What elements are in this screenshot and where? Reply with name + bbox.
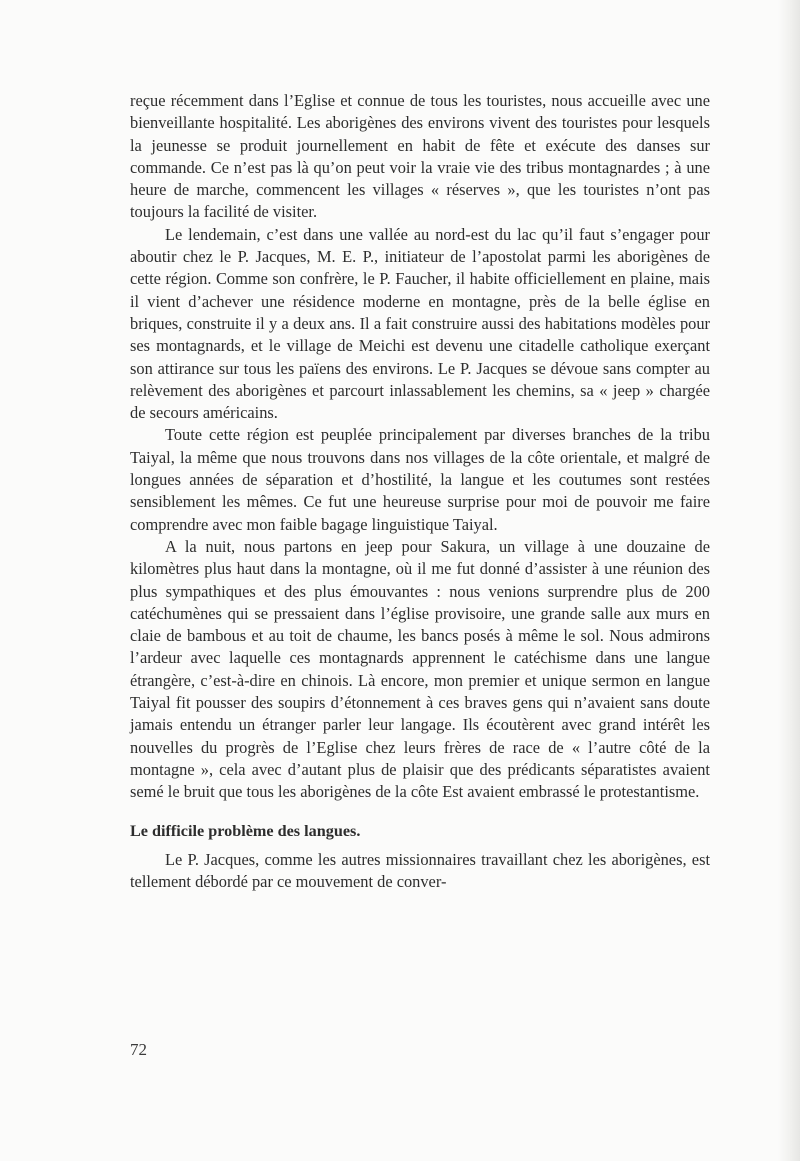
page-edge-shadow — [778, 0, 800, 1161]
body-text — [130, 90, 710, 893]
paragraph-2: Le lendemain, c’est dans une vallée au nord-est du lac qu’il faut s’engager pour aboutir chez le P. Jacques, M. E. P., initiateur de l’apostolat parmi les aborigènes de cette région. Comme son confrère, le P. Faucher, il habite officiellement en plaine, mais il vient d’achever une résidence moderne en montagne, près de la belle église en briques, construite il y a deux ans. Il a fait construire aussi des habitations modèles pour ses montagnards, et le village de Meichi est devenu une citadelle catholique exerçant son attirance sur tous les païens des environs. Le P. Jacques se dévoue sans compter au relèvement des aborigènes et parcourt inlassablement les chemins, sa « jeep » chargée de secours américains. — [130, 224, 710, 423]
paragraph-5: Le P. Jacques, comme les autres missionnaires travaillant chez les aborigènes, est tellement débordé par ce mouvement de conver- — [130, 849, 710, 892]
page-number: 72 — [130, 1040, 147, 1059]
paragraph-1: reçue récemment dans l’Eglise et connue de tous les touristes, nous accueille avec une bienveillante hospitalité. Les aborigènes des environs vivent des touristes pour lesquels la jeunesse se produit journellement en habit de fête et exécute des danses sur commande. Ce n’est pas là qu’on peut voir la vraie vie des tribus montagnardes ; à une heure de marche, commencent les villages « réserves », que les touristes n’ont pas toujours la facilité de visiter. — [130, 91, 710, 222]
paragraph-3: Toute cette région est peuplée principalement par diverses branches de la tribu Taiyal, la même que nous trouvons dans nos villages de la côte orientale, et malgré de longues années de séparation et d’hostilité, la langue et les coutumes sont restées sensiblement les mêmes. Ce fut une heureuse surprise pour moi de pouvoir me faire comprendre avec mon faible bagage linguistique Taiyal. — [130, 425, 710, 534]
paragraph-4: A la nuit, nous partons en jeep pour Sakura, un village à une douzaine de kilomètres plus haut dans la montagne, où il me fut donné d’assister à une réunion des plus sympathiques et des plus émouvantes : nous venions surprendre plus de 200 catéchumènes qui se pressaient dans l’église provisoire, une grande salle aux murs en claie de bambous et au toit de chaume, les bancs posés à même le sol. Nous admirons l’ardeur avec laquelle ces montagnards apprennent le catéchisme dans une langue étrangère, c’est-à-dire en chinois. Là encore, mon premier et unique sermon en langue Taiyal fit pousser des soupirs d’étonnement à ces braves gens qui n’avaient sans doute jamais entendu un étranger parler leur langage. Ils écoutèrent avec grand intérêt les nouvelles du progrès de l’Eglise chez leurs frères de race de « l’autre côté de la montagne », cela avec d’autant plus de plaisir que des prédicants séparatistes avaient semé le bruit que tous les aborigènes de la côte Est avaient embrassé le protestantisme. — [130, 536, 710, 802]
section-heading: Le difficile problème des langues. — [130, 821, 361, 840]
